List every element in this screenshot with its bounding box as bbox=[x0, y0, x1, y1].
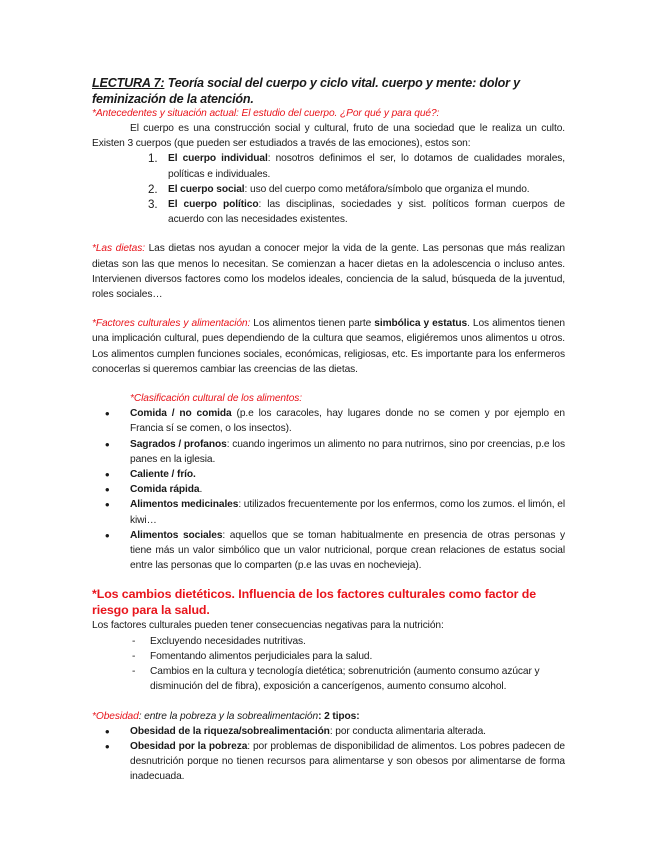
list-item: • Comida rápida. bbox=[130, 482, 565, 497]
obesidad-heading: *Obesidad: entre la pobreza y la sobrealimentación: 2 tipos: bbox=[92, 710, 360, 722]
list-item: • Alimentos sociales: aquellos que se toman habitualmente en presencia de otras personas y tiene más un valor simbólico que un valor nutricional, porque crean relaciones de estatus social entre las personas que lo comparten (p.e las uvas en nochevieja). bbox=[130, 528, 565, 574]
list-item: 2. El cuerpo social: uso del cuerpo como metáfora/símbolo que organiza el mundo. bbox=[148, 182, 530, 196]
list-item: • Caliente / frío. bbox=[130, 467, 565, 482]
antecedentes-heading: *Antecedentes y situación actual: El estudio del cuerpo. ¿Por qué y para qué?: bbox=[92, 108, 440, 119]
section-dietas bbox=[92, 241, 565, 302]
section-cambios bbox=[92, 587, 565, 694]
list-item: - Excluyendo necesidades nutritivas. bbox=[150, 634, 565, 649]
page-title bbox=[92, 76, 565, 107]
clasificacion-list bbox=[92, 406, 565, 573]
clasificacion-heading: *Clasificación cultural de los alimentos: bbox=[130, 393, 302, 405]
cambios-list bbox=[92, 634, 565, 695]
section-factores: *Factores culturales y alimentación: Los alimentos tienen parte simbólica y estatus. Los alimentos tienen una implicación cultural, pues dependiendo de la cultura que seamos, eligiéremos unos alimentos u otros. Los alimentos cumplen funciones sociales, económicas, religiosas, etc. Es importante para los enfermeros conocerlas si queremos cambiar las creencias de las dietas. bbox=[92, 318, 566, 375]
section-antecedentes bbox=[92, 107, 565, 227]
obesidad-list bbox=[92, 724, 565, 785]
cambios-intro: Los factores culturales pueden tener consecuencias negativas para la nutrición: bbox=[92, 620, 444, 632]
section-obesidad bbox=[92, 709, 565, 785]
lecture-number: LECTURA 7: bbox=[92, 76, 165, 90]
section-clasificacion bbox=[92, 391, 565, 573]
dietas-label: *Las dietas: bbox=[92, 243, 145, 255]
list-item: • Sagrados / profanos: cuando ingerimos un alimento no para nutrirnos, sino por creencias, p.e los panes en la iglesia. bbox=[130, 437, 565, 467]
list-item: 3. El cuerpo político: las disciplinas, sociedades y sist. políticos forman cuerpos de acuerdo con las necesidades existentes. bbox=[148, 198, 565, 226]
list-item: - Fomentando alimentos perjudiciales para la salud. bbox=[150, 649, 565, 664]
list-item: 1. El cuerpo individual: nosotros definimos el ser, lo dotamos de cualidades morales, políticas e individuales. bbox=[148, 152, 565, 180]
cuerpos-list bbox=[92, 151, 565, 227]
cambios-heading: *Los cambios dietéticos. Influencia de los factores culturales como factor de riesgo para la salud. bbox=[92, 587, 536, 617]
list-item: • Obesidad por la pobreza: por problemas de disponibilidad de alimentos. Los pobres padecen de desnutrición porque no tienen recursos para alimentarse y son obesos por alimentarse de forma inadecuada. bbox=[130, 739, 565, 785]
antecedentes-intro: El cuerpo es una construcción social y cultural, fruto de una sociedad que le realiza un culto. Existen 3 cuerpos (que pueden ser estudiados a través de las emociones), estos son: bbox=[92, 123, 565, 150]
list-item: - Cambios en la cultura y tecnología dietética; sobrenutrición (aumento consumo azúcar y disminución del de fibra), exposición a cancerígenos, aumento consumo alcohol. bbox=[150, 664, 565, 694]
list-item: • Alimentos medicinales: utilizados frecuentemente por los enfermos, como los zumos. el limón, el kiwi… bbox=[130, 497, 565, 527]
factores-label: *Factores culturales y alimentación: bbox=[92, 318, 251, 330]
list-item: • Comida / no comida (p.e los caracoles, hay lugares donde no se comen y por ejemplo en Francia sí se comen, o los insectos). bbox=[130, 406, 565, 436]
lecture-title: Teoría social del cuerpo y ciclo vital. cuerpo y mente: dolor y feminización de la atención. bbox=[92, 76, 520, 106]
dietas-text: Las dietas nos ayudan a conocer mejor la vida de la gente. Las personas que más realizan dietas son las que menos lo necesitan. Se comienzan a hacer dietas en la adolescencia o incluso antes. Intervienen diversos factores como los modelos ideales, conciencia de la salud, búsqueda de la juventud, roles sociales… bbox=[92, 243, 565, 301]
list-item: • Obesidad de la riqueza/sobrealimentación: por conducta alimentaria alterada. bbox=[130, 724, 565, 739]
